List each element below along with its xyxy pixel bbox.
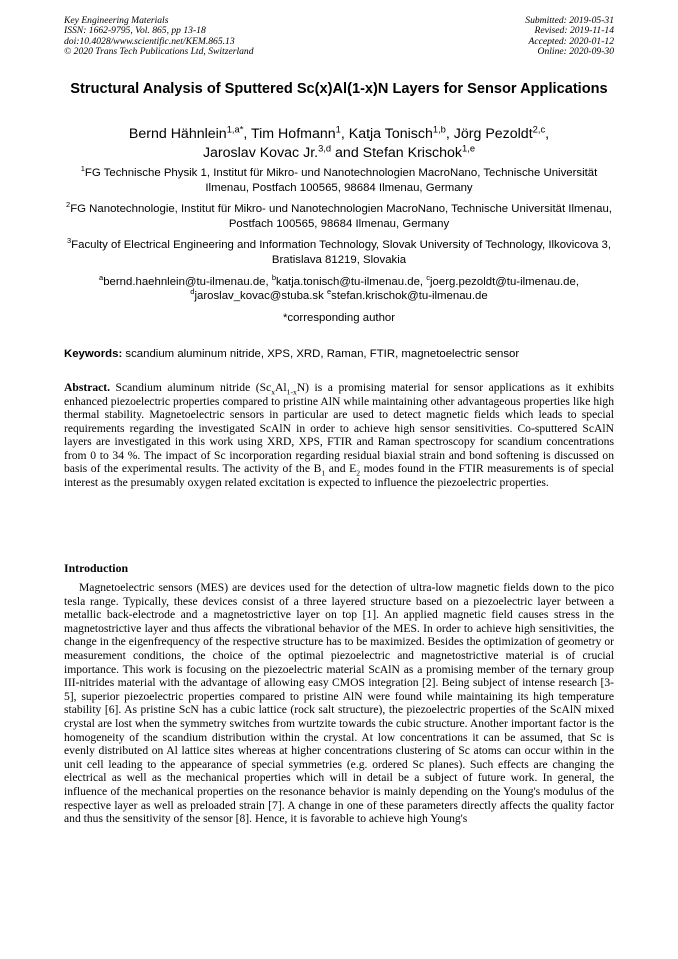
author-sep: and	[331, 144, 363, 161]
journal-info	[64, 16, 254, 58]
corresponding-author-note: *corresponding author	[282, 311, 396, 324]
journal-name: Key Engineering Materials	[64, 15, 169, 26]
email-list	[64, 272, 614, 304]
journal-issn: ISSN: 1662-9795, Vol. 865, pp 13-18	[64, 25, 206, 37]
author-name: Stefan Krischok	[362, 144, 463, 161]
author-affil-mark: 1	[335, 124, 341, 135]
affiliation-mark: 3	[66, 236, 72, 246]
author-list	[64, 125, 614, 162]
author-name: Jaroslav Kovac Jr.	[202, 144, 319, 161]
abstract-text: and E	[325, 462, 357, 476]
email-mark: d	[190, 287, 195, 297]
author-sep: ,	[545, 126, 550, 142]
email-link[interactable]: katja.tonisch@tu-ilmenau.de,	[276, 275, 427, 288]
introduction-text: Magnetoelectric sensors (MES) are devices used for the detection of ultra-low magnetic fields down to the pico tesla range. Typically, these devices consist of a three layered structure based on a piezoelectric layer between a metallic back-electrode and a magnetostrictive layer on top [1]. An applied magnetic field causes stress in the magnetostrictive layer and thus affects the vibrational behavior of the MES. In order to achieve high sensitivities, the change in the eigenfrequency of the respective structure has to be maximized. Besides the optimization of geometry or measurement conditions, the choice of the optimal piezoelectric and magnetostrictive material is of crucial importance. This work is focusing on the piezoelectric material ScAlN as a promising member of the ternary group III-nitrides material with the advantage of allowing easy CMOS integration [2]. Being subject of intense research [3-5], superior piezoelectric properties compared to pristine AlN were found while maintaining its high temperature stability [6]. As pristine ScN has a cubic lattice (rock salt structure), the piezoelectric properties of the ScAlN mixed crystal are lost when the symmetry switches from wurtzite towards the cubic structure. Another important factor is the homogeneity of the scandium distribution within the crystal. At low concentrations it can be assumed, that Sc is evenly distributed on Al lattice sites whereas at higher concentrations clustering of Sc atoms can occur within in the unit cell leading to the appearance of special symmetries (e.g. ordered Sc planes). Such effects are changing the electrical as well as the mechanical properties which will in detail be a subject of future work. In general, the influence of the mechanical properties on the resonance behavior is mainly depending on the Young's modulus of the respective layer as well as preloaded strain [7]. A change in one of these parameters directly affects the quality factor and thus the sensitivity of the sensor [8]. Hence, it is favorable to achieve high Young's	[64, 581, 614, 826]
keywords-text: scandium aluminum nitride, XPS, XRD, Raman, FTIR, magnetoelectric sensor	[122, 348, 520, 360]
date-revised: Revised: 2019-11-14	[534, 25, 614, 37]
date-online: Online: 2020-09-30	[537, 46, 614, 58]
affiliation-mark: 1	[80, 164, 85, 174]
author-affil-mark: 2,c	[532, 124, 546, 135]
affiliation-mark: 2	[66, 200, 71, 210]
abstract-text: Al	[275, 381, 287, 394]
email-link[interactable]: jaroslav_kovac@stuba.sk	[194, 290, 327, 303]
abstract-label: Abstract.	[64, 381, 111, 394]
author-sep: ,	[445, 126, 454, 142]
abstract-text: Scandium aluminum nitride (Sc	[110, 381, 272, 394]
affiliation-1	[64, 166, 614, 195]
subscript: x	[271, 387, 276, 397]
affiliation-text: Faculty of Electrical Engineering and Information Technology, Slovak University of Technology, Ilkovicova 3, Bratislava 81219, Slovakia	[71, 239, 612, 266]
affiliation-3	[64, 238, 614, 267]
author-sep: ,	[243, 126, 251, 142]
email-mark: e	[326, 287, 332, 297]
introduction-heading: Introduction	[64, 561, 129, 575]
author-sep: ,	[340, 126, 349, 142]
keywords-label: Keywords:	[64, 348, 123, 360]
affiliation-text: FG Nanotechnologie, Institut für Mikro- und Nanotechnologien MacroNano, Technische Universität Ilmenau, Postfach 100565, 98684 Ilmenau, Germany	[70, 203, 612, 230]
author-affil-mark: 1,a*	[226, 124, 244, 135]
abstract-text: modes found in the FTIR measurements is of special interest as the presumably oxygen related excitation is expected to influence the piezoelectric properties.	[64, 462, 615, 489]
journal-doi: doi:10.4028/www.scientific.net/KEM.865.13	[64, 35, 235, 47]
email-link[interactable]: joerg.pezoldt@tu-ilmenau.de,	[430, 275, 579, 288]
keywords	[64, 347, 614, 361]
email-mark: b	[271, 272, 277, 282]
date-accepted: Accepted: 2020-01-12	[528, 35, 614, 47]
email-mark: a	[99, 272, 104, 282]
journal-copyright: © 2020 Trans Tech Publications Ltd, Switzerland	[64, 46, 254, 58]
author-name: Bernd Hähnlein	[128, 126, 227, 142]
author-name: Tim Hofmann	[251, 126, 336, 142]
author-affil-mark: 1,e	[462, 142, 476, 153]
author-name: Katja Tonisch	[348, 126, 433, 142]
email-link[interactable]: bernd.haehnlein@tu-ilmenau.de,	[103, 275, 272, 288]
email-link[interactable]: stefan.krischok@tu-ilmenau.de	[331, 290, 488, 303]
subscript: 1	[321, 468, 326, 478]
author-affil-mark: 3,d	[318, 142, 332, 153]
subscript: 1-x	[286, 387, 297, 397]
author-affil-mark: 1,b	[432, 124, 446, 135]
affiliation-2	[64, 202, 614, 231]
submission-dates	[525, 16, 614, 58]
email-mark: c	[426, 272, 431, 282]
paper-title: Structural Analysis of Sputtered Sc(x)Al(1-x)N Layers for Sensor Applications	[70, 81, 608, 97]
author-name: Jörg Pezoldt	[453, 126, 533, 142]
abstract	[64, 381, 614, 489]
date-submitted: Submitted: 2019-05-31	[525, 15, 614, 26]
affiliation-text: FG Technische Physik 1, Institut für Mikro- und Nanotechnologien MacroNano, Technische Universität Ilmenau, Postfach 100565, 98684 Ilmenau, Germany	[84, 167, 598, 194]
abstract-text: N) is a promising material for sensor applications as it exhibits enhanced piezoelectric properties compared to pristine AlN while maintaining other advantageous properties like high thermal stability. Magnetoelectric sensors in particular are used to detect magnetic fields which leads to special requirements regarding the investigated ScAlN in order to achieve high sensor sensitivities. Co-sputtered ScAlN layers are investigated in this work using XRD, XPS, FTIR and Raman spectroscopy for scandium concentrations from 0 to 34 %. The impact of Sc incorporation regarding residual biaxial strain and bond softening is discussed on basis of the experimental results. The activity of the B	[64, 381, 615, 476]
affiliations	[64, 166, 614, 325]
subscript: 2	[356, 468, 361, 478]
